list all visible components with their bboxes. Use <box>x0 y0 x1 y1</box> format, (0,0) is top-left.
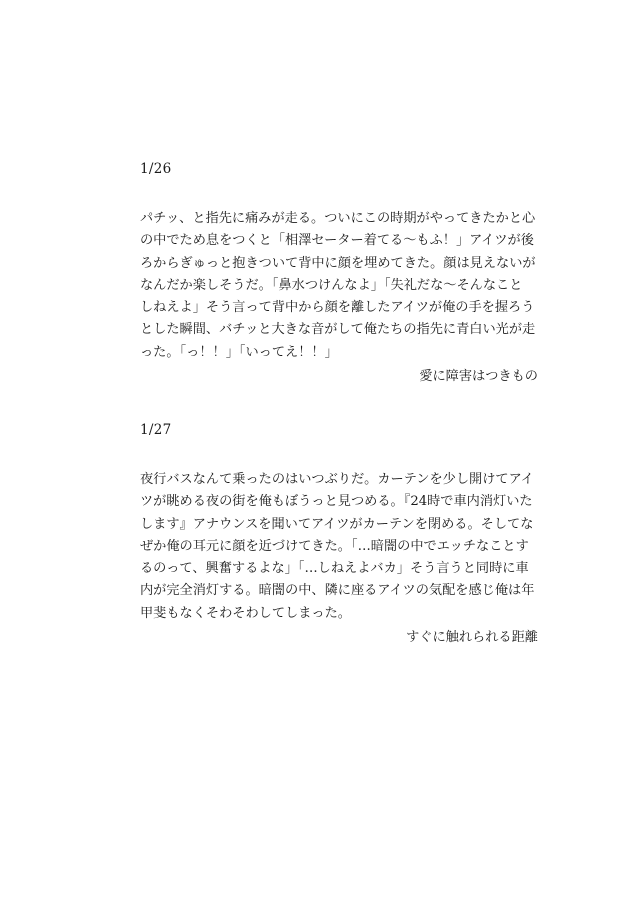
body-line: なんだか楽しそうだ。「鼻水つけんなよ」「失礼だな～そんなこと <box>140 277 523 293</box>
entry-caption: すぐに触れられる距離 <box>406 630 538 646</box>
body-line: った。「っ！！」「いってえ！！」 <box>140 344 338 360</box>
entry-body <box>140 208 538 364</box>
body-line: ろからぎゅっと抱きついて背中に顔を埋めてきた。顔は見えないが <box>140 255 536 271</box>
body-line: パチッ、と指先に痛みが走る。ついにこの時期がやってきたかと心 <box>140 211 536 226</box>
entry-date: 1/26 <box>140 161 172 177</box>
entry-body <box>140 469 538 625</box>
body-line: るのって、興奮するよな」「…しねえよバカ」そう言うと同時に車 <box>140 561 529 577</box>
diary-entry <box>140 160 538 388</box>
body-line: の中でため息をつくと「相澤セーター着てる～もふ！」アイツが後 <box>140 233 534 249</box>
entry-caption: 愛に障害はつきもの <box>419 369 538 385</box>
diary-entry <box>140 421 538 649</box>
body-line: ツが眺める夜の街を俺もぼうっと見つめる。『24時で車内消灯いた <box>140 494 533 510</box>
body-line: しねえよ」そう言って背中から顔を離したアイツが俺の手を握ろう <box>140 300 535 316</box>
body-line: 甲斐もなくそわそわしてしまった。 <box>140 605 351 621</box>
entry-date: 1/27 <box>140 422 172 438</box>
body-line: 夜行バスなんて乗ったのはいつぶりだ。カーテンを少し開けてアイ <box>140 472 534 487</box>
body-line: します』アナウンスを聞いてアイツがカーテンを閉める。そしてな <box>140 516 534 532</box>
body-line: とした瞬間、バチッと大きな音がして俺たちの指先に青白い光が走 <box>140 322 536 338</box>
body-line: 内が完全消灯する。暗闇の中、隣に座るアイツの気配を感じ俺は年 <box>140 583 535 599</box>
body-line: ぜか俺の耳元に顔を近づけてきた。「…暗闇の中でエッチなことす <box>140 538 529 554</box>
